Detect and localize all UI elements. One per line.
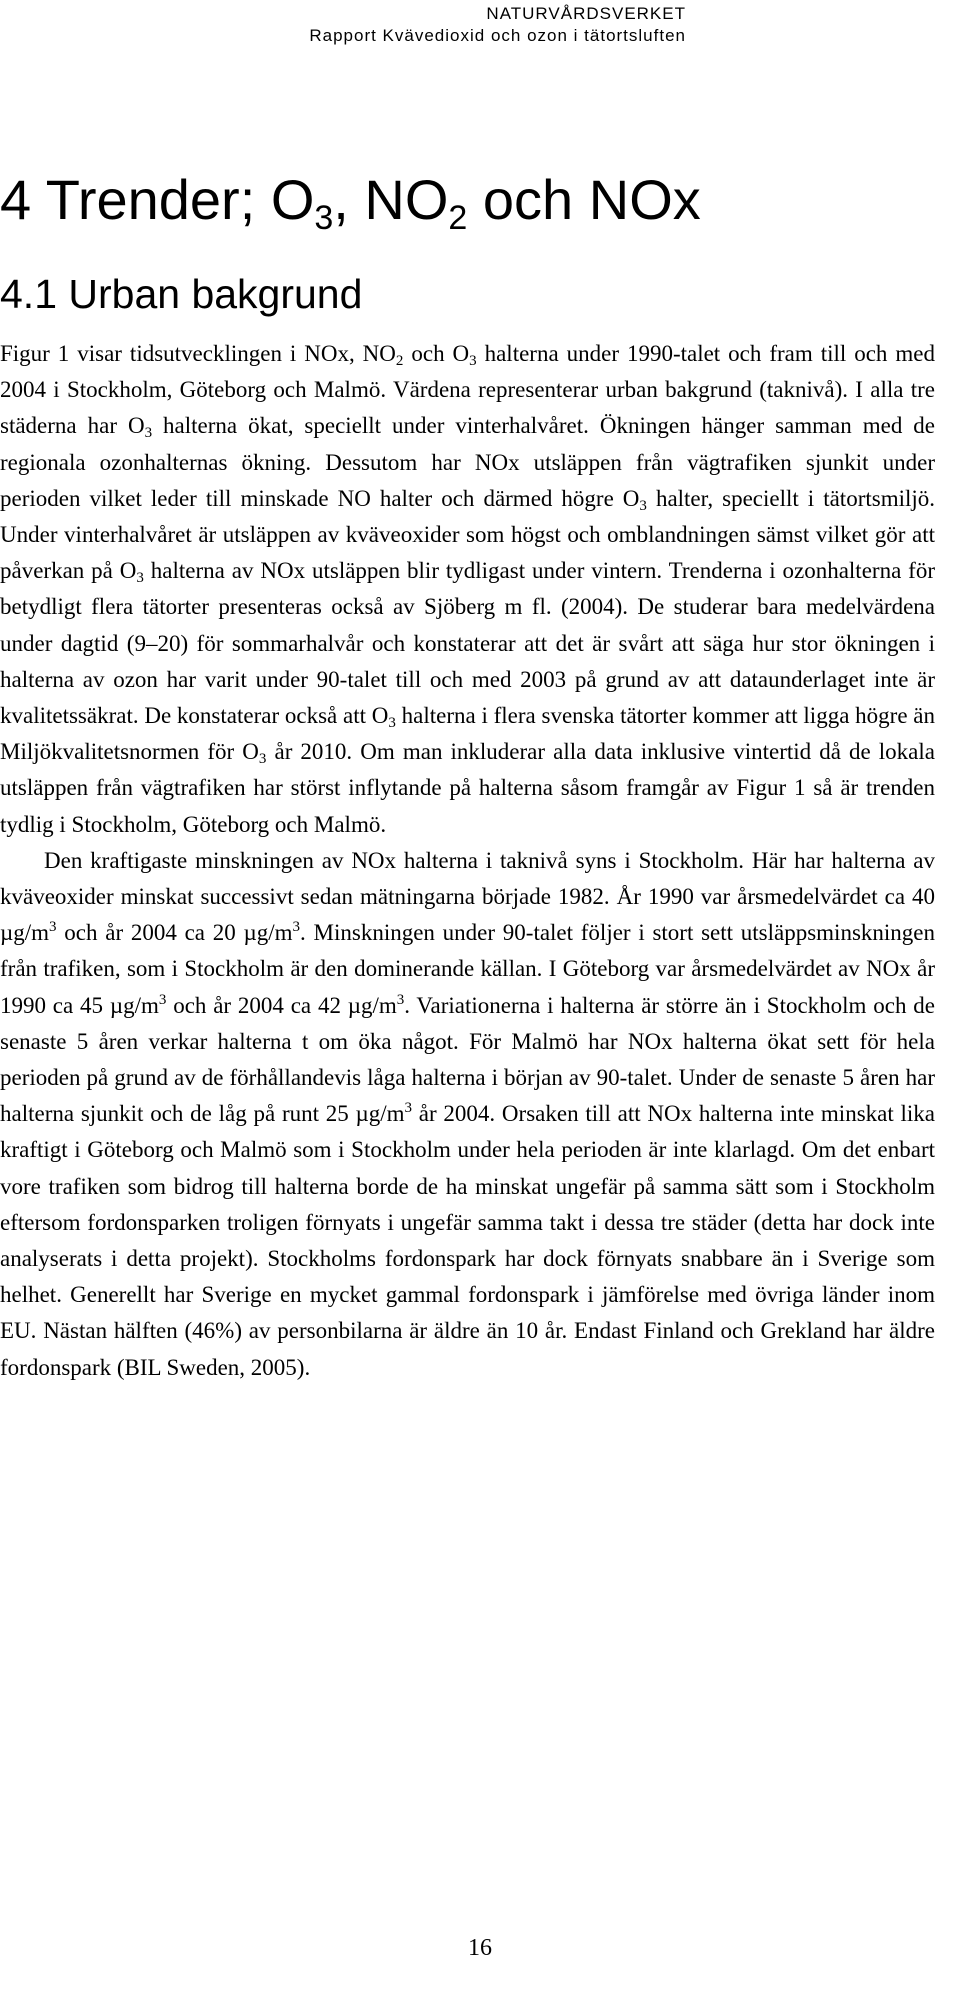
text-run: halterna av NOx utsläppen blir tydligast under vintern. Trenderna i ozonhalterna för betydligt flera tätorter presenteras också av Sjöberg m fl. (2004). De studerar bara medelvärdena under dagtid (9–20) för sommarhalvår och konstaterar att det är svårt att säga hur stor ökningen i halterna av ozon har varit under 90-talet till och med 2003 på grund av att dataunderlaget inte är kvalitetssäkrat. De konstaterar också att O [0,558,935,729]
subscript: 3 [144,425,153,442]
chapter-title-part: 4 Trender; O [0,168,315,231]
body-text [0,336,935,1386]
chapter-title-subscript: 2 [448,199,468,237]
paragraph-2 [0,843,935,1386]
text-run: och O [403,341,470,366]
superscript: 3 [49,919,57,936]
superscript: 3 [292,919,301,936]
text-run: och år 2004 ca 20 µg/m [56,920,293,946]
page-number: 16 [468,1935,492,1961]
superscript: 3 [404,1100,413,1117]
subscript: 3 [469,353,477,369]
text-run: halterna under 1990-talet och fram till och med 2004 i Stockholm, Göteborg och Malmö. Värdena representerar urban bakgrund (taknivå). I alla tre städerna har O [0,341,935,439]
subscript: 3 [258,751,267,768]
subscript: 3 [388,715,396,732]
text-run: år 2004. Orsaken till att NOx halterna inte minskat lika kraftigt i Göteborg och Malmö som i Stockholm under hela perioden är inte klarlagd. Om det enbart vore trafiken som bidrog till halterna borde de ha minskat ungefär på samma sätt som i Stockholm eftersom fordonsparken troligen förnyats i ungefär samma takt i dessa tre städer (detta har dock inte analyserats i detta projekt). Stockholms fordonspark har dock förnyats snabbare än i Sverige som helhet. Generellt har Sverige en mycket gammal fordonspark i jämförelse med övriga länder inom EU. Nästan hälften (46%) av personbilarna är äldre än 10 år. Endast Finland och Grekland har äldre fordonspark (BIL Sweden, 2005). [0,1101,935,1380]
text-run: och år 2004 ca 42 µg/m [166,992,397,1018]
section-title: 4.1 Urban bakgrund [0,271,363,317]
superscript: 3 [396,991,405,1008]
text-run: halterna ökat, speciellt under vinterhalvåret. Ökningen hänger samman med de regionala ozonhalternas ökning. Dessutom har NOx utsläppen från vägtrafiken sjunkit under perioden vilket leder till minskade NO halter och därmed högre O [0,413,936,511]
header-report-title: Rapport Kvävedioxid och ozon i tätortsluften [309,26,686,45]
chapter-title-subscript: 3 [314,199,334,237]
header-organization: NATURVÅRDSVERKET [486,4,686,23]
text-run: . Minskningen under 90-talet följer i stort sett utsläppsminskningen från trafiken, som i Stockholm är den dominerande källan. I Göteborg var årsmedelvärdet av NOx år 1990 ca 45 µg/m [0,920,935,1018]
chapter-title-part: och NOx [467,168,701,231]
chapter-title-part: , NO [333,168,449,231]
text-run: . Variationerna i halterna är större än i Stockholm och de senaste 5 åren verkar halterna t om öka något. För Malmö har NOx halterna ökat sett för hela perioden på grund av de förhållandevis låga halterna i början av 90-talet. Under de senaste 5 åren har halterna sjunkit och de låg på runt 25 µg/m [0,992,935,1127]
subscript: 2 [395,353,404,369]
text-run: Figur 1 visar tidsutvecklingen i NOx, NO [0,341,396,366]
subscript: 3 [136,570,144,587]
superscript: 3 [158,991,167,1008]
text-run: år 2010. Om man inkluderar alla data inklusive vintertid då de lokala utsläppen från vägtrafiken har störst inflytande på halterna såsom framgår av Figur 1 så är trenden tydlig i Stockholm, Göteborg och Malmö. [0,739,935,837]
paragraph-1 [0,336,935,843]
chapter-title [0,165,701,235]
text-run: halter, speciellt i tätortsmiljö. Under vinterhalvåret är utsläppen av kväveoxider som högst och omblandningen sämst vilket gör att påverkan på O [0,485,936,584]
subscript: 3 [639,497,647,514]
text-run: halterna i flera svenska tätorter kommer att ligga högre än Miljökvalitetsnormen för O [0,703,935,765]
text-run: Den kraftigaste minskningen av NOx halterna i taknivå syns i Stockholm. Här har halterna av kväveoxider minskat successivt sedan mätningarna började 1982. År 1990 var årsmedelvärdet ca 40 µg/m [0,847,935,946]
running-header [309,3,686,47]
